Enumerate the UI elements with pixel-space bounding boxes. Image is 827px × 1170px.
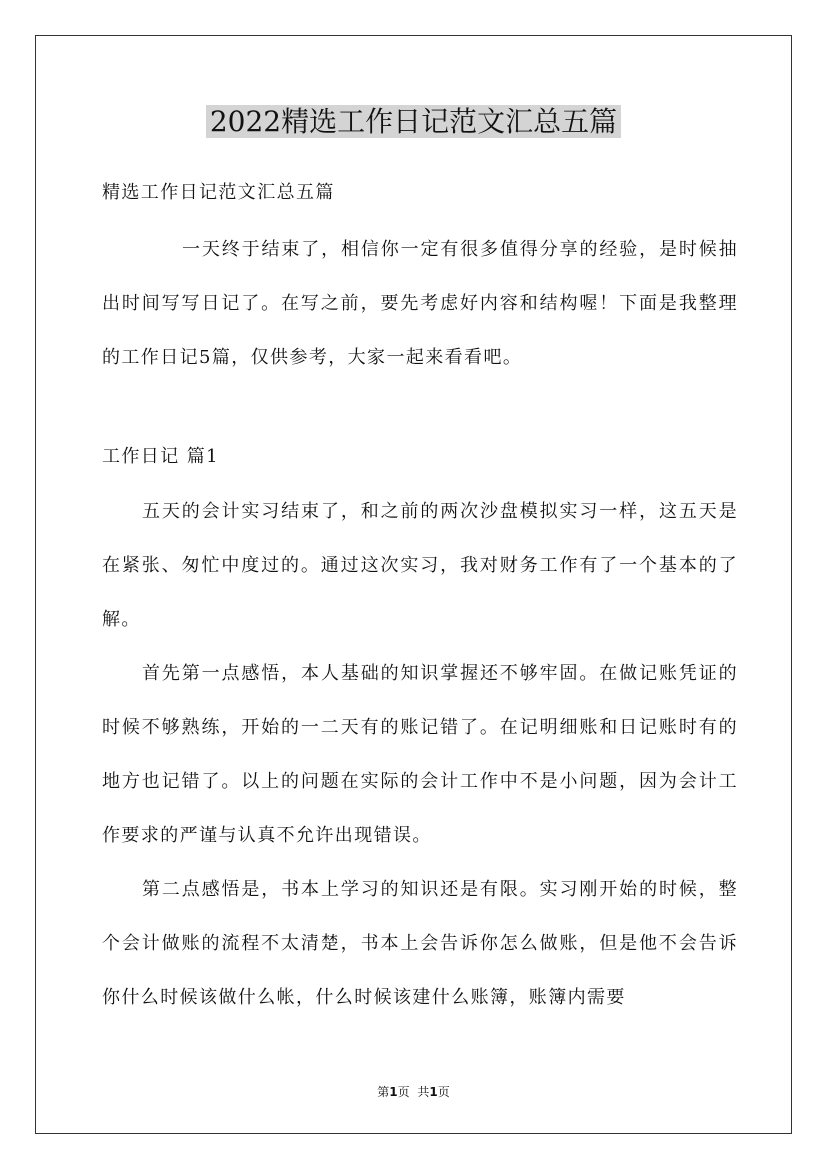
document-subtitle: 精选工作日记范文汇总五篇 (102, 182, 335, 203)
total-pages: 1 (429, 1085, 438, 1099)
document-title-text: 2022精选工作日记范文汇总五篇 (206, 105, 621, 138)
total-suffix: 页 (437, 1085, 450, 1099)
body-paragraph-1: 五天的会计实习结束了，和之前的两次沙盘模拟实习一样，这五天是在紧张、匆忙中度过的。通过这次实习，我对财务工作有了一个基本的了解。 (102, 501, 738, 630)
section-gap (102, 385, 738, 429)
body-paragraph-2: 首先第一点感悟，本人基础的知识掌握还不够牢固。在做记账凭证的时候不够熟练，开始的一二天有的账记错了。在记明细账和日记账时有的地方也记错了。以上的问题在实际的会计工作中不是小问题，因为会计工作要求的严谨与认真不允许出现错误。 (102, 663, 738, 846)
total-prefix: 共 (417, 1085, 430, 1099)
document-body (102, 165, 738, 1025)
page-suffix: 页 (397, 1085, 410, 1099)
page-prefix: 第 (377, 1085, 390, 1099)
body-paragraph-3: 第二点感悟是，书本上学习的知识还是有限。实习刚开始的时候，整个会计做账的流程不太清楚，书本上会告诉你怎么做账，但是他不会告诉你什么时候该做什么帐，什么时候该建什么账簿，账簿内需要 (102, 879, 738, 1008)
intro-paragraph: 一天终于结束了，相信你一定有很多值得分享的经验，是时候抽出时间写写日记了。在写之前，要先考虑好内容和结构喔！下面是我整理的工作日记5篇，仅供参考，大家一起来看看吧。 (102, 239, 738, 368)
page-number: 1 (389, 1085, 398, 1099)
section-heading: 工作日记 篇1 (102, 446, 219, 467)
page-footer (0, 1082, 827, 1102)
document-title (0, 100, 827, 144)
